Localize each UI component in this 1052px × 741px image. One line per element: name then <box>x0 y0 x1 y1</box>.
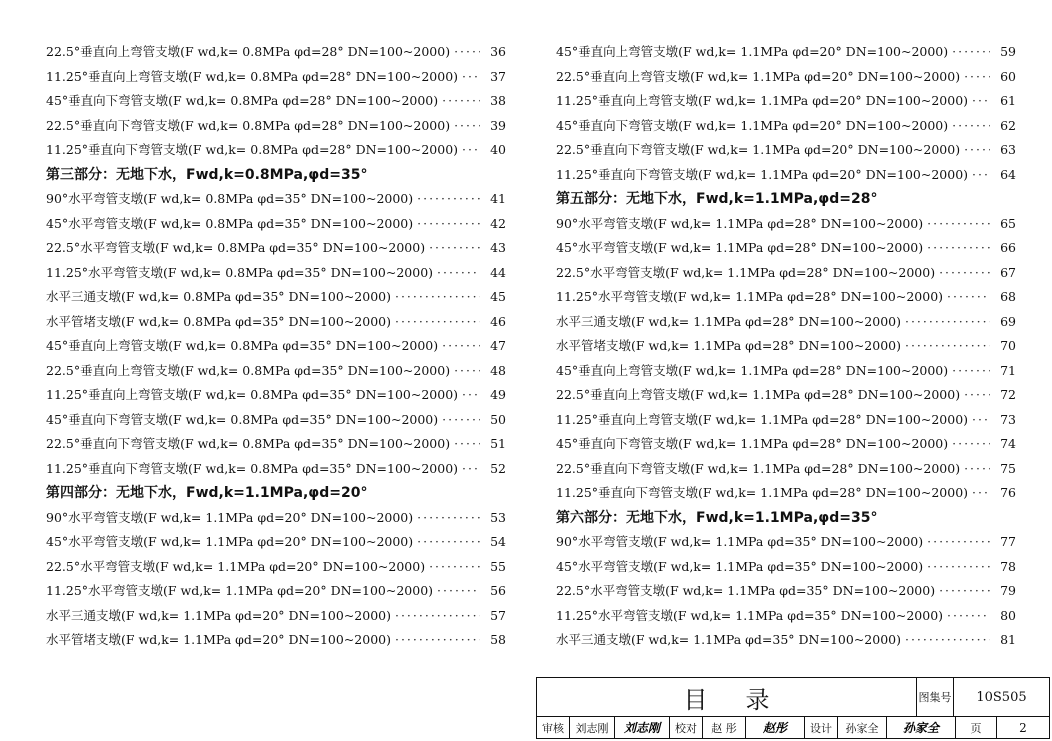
toc-leader-dots <box>442 89 480 114</box>
toc-entry <box>556 285 1016 310</box>
toc-page-number: 53 <box>490 509 506 525</box>
toc-leader-dots <box>429 555 480 580</box>
toc-page-number: 59 <box>1000 44 1016 59</box>
toc-entry <box>46 261 506 286</box>
toc-leader-dots <box>454 40 480 65</box>
toc-entry-title: 45°垂直向上弯管支墩(F wd,k= 1.1MPa φd=28° DN=100~2000) <box>556 362 949 378</box>
toc-entry <box>46 408 506 433</box>
toc-leader-dots <box>947 604 990 629</box>
toc-entry-title: 11.25°垂直向上弯管支墩(F wd,k= 1.1MPa φd=20° DN=100~2000) <box>556 93 969 108</box>
toc-entry-title: 22.5°水平弯管支墩(F wd,k= 0.8MPa φd=35° DN=100~2000) <box>46 240 426 255</box>
toc-page-number: 52 <box>490 460 506 476</box>
toc-entry-title: 45°水平弯管支墩(F wd,k= 1.1MPa φd=28° DN=100~2000) <box>556 240 924 255</box>
toc-leader-dots <box>462 138 480 163</box>
toc-entry-title: 22.5°垂直向下弯管支墩(F wd,k= 1.1MPa φd=20° DN=100~2000) <box>556 142 961 157</box>
document-title: 目录 <box>537 678 917 716</box>
toc-entry <box>556 579 1016 604</box>
toc-right-column <box>556 40 1016 653</box>
atlas-number: 10S505 <box>976 689 1027 705</box>
toc-page-number: 38 <box>490 93 506 108</box>
toc-entry-title: 11.25°垂直向上弯管支墩(F wd,k= 0.8MPa φd=35° DN=100~2000) <box>46 387 459 402</box>
toc-page-number: 73 <box>1000 411 1016 427</box>
toc-entry <box>46 212 506 237</box>
toc-page-number: 39 <box>490 117 506 133</box>
toc-leader-dots <box>395 604 480 629</box>
toc-section-heading <box>556 506 1016 531</box>
toc-entry-title: 90°水平弯管支墩(F wd,k= 1.1MPa φd=35° DN=100~2000) <box>556 534 924 549</box>
toc-entry <box>556 628 1016 653</box>
toc-page-number: 70 <box>1000 338 1016 353</box>
toc-entry <box>556 383 1016 408</box>
toc-left-column <box>46 40 506 653</box>
toc-leader-dots <box>972 481 990 506</box>
toc-entry <box>46 457 506 482</box>
toc-entry <box>46 65 506 90</box>
toc-page-number: 79 <box>1000 583 1016 598</box>
toc-entry <box>46 187 506 212</box>
toc-leader-dots <box>417 187 480 212</box>
toc-entry <box>46 236 506 261</box>
review-label: 审核 <box>537 717 570 738</box>
toc-entry-title: 45°水平弯管支墩(F wd,k= 1.1MPa φd=35° DN=100~2000) <box>556 558 924 574</box>
section-heading-text: 第六部分：无地下水，Fwd,k=1.1MPa,φd=35° <box>556 509 878 526</box>
toc-page-number: 55 <box>490 558 506 574</box>
toc-leader-dots <box>964 138 990 163</box>
toc-entry-title: 水平管堵支墩(F wd,k= 1.1MPa φd=28° DN=100~2000) <box>556 338 901 353</box>
toc-entry-title: 11.25°垂直向下弯管支墩(F wd,k= 1.1MPa φd=28° DN=100~2000) <box>556 485 969 500</box>
toc-page-number: 65 <box>1000 215 1016 231</box>
toc-leader-dots <box>905 628 990 653</box>
toc-page-number: 75 <box>1000 460 1016 476</box>
toc-page-number: 44 <box>490 264 506 280</box>
toc-leader-dots <box>939 579 990 604</box>
toc-entry-title: 45°垂直向下弯管支墩(F wd,k= 0.8MPa φd=35° DN=100~2000) <box>46 411 439 427</box>
toc-entry-title: 45°垂直向上弯管支墩(F wd,k= 1.1MPa φd=20° DN=100~2000) <box>556 44 949 59</box>
toc-page-number: 42 <box>490 215 506 231</box>
toc-leader-dots <box>927 530 990 555</box>
toc-entry-title: 45°垂直向下弯管支墩(F wd,k= 0.8MPa φd=28° DN=100~2000) <box>46 93 439 108</box>
toc-page-number: 40 <box>490 142 506 157</box>
toc-entry-title: 11.25°垂直向上弯管支墩(F wd,k= 1.1MPa φd=28° DN=100~2000) <box>556 411 969 427</box>
toc-entry-title: 90°水平弯管支墩(F wd,k= 1.1MPa φd=28° DN=100~2000) <box>556 215 924 231</box>
toc-entry <box>556 163 1016 188</box>
toc-entry-title: 水平管堵支墩(F wd,k= 0.8MPa φd=35° DN=100~2000) <box>46 313 391 329</box>
toc-section-heading <box>46 163 506 188</box>
toc-entry <box>46 555 506 580</box>
toc-entry <box>556 236 1016 261</box>
toc-entry-title: 水平管堵支墩(F wd,k= 1.1MPa φd=20° DN=100~2000) <box>46 632 391 647</box>
toc-entry <box>556 261 1016 286</box>
toc-entry-title: 22.5°水平弯管支墩(F wd,k= 1.1MPa φd=28° DN=100~2000) <box>556 264 936 280</box>
designer-name: 孙家全 <box>838 717 887 738</box>
toc-page-number: 72 <box>1000 387 1016 402</box>
toc-page-number: 64 <box>1000 166 1016 182</box>
page-number: 2 <box>1019 720 1027 735</box>
checker-signature: 赵彤 <box>746 717 805 738</box>
toc-entry <box>556 457 1016 482</box>
toc-page-number: 50 <box>490 411 506 427</box>
toc-page-number: 47 <box>490 338 506 353</box>
toc-entry-title: 45°垂直向上弯管支墩(F wd,k= 0.8MPa φd=35° DN=100~2000) <box>46 338 439 353</box>
toc-leader-dots <box>952 114 990 139</box>
toc-entry <box>556 408 1016 433</box>
toc-leader-dots <box>395 310 480 335</box>
toc-leader-dots <box>927 212 990 237</box>
toc-leader-dots <box>964 383 990 408</box>
toc-entry <box>46 579 506 604</box>
toc-entry-title: 11.25°垂直向下弯管支墩(F wd,k= 0.8MPa φd=28° DN=100~2000) <box>46 142 459 157</box>
toc-page-number: 49 <box>490 387 506 402</box>
toc-entry <box>556 359 1016 384</box>
designer-signature: 孙家全 <box>887 717 956 738</box>
toc-page-number: 56 <box>490 583 506 598</box>
toc-page-number: 67 <box>1000 264 1016 280</box>
toc-entry <box>556 138 1016 163</box>
toc-entry-title: 水平三通支墩(F wd,k= 0.8MPa φd=35° DN=100~2000) <box>46 289 391 304</box>
toc-entry <box>556 310 1016 335</box>
page-label: 页 <box>956 717 997 738</box>
toc-leader-dots <box>437 261 480 286</box>
toc-page-number: 62 <box>1000 117 1016 133</box>
toc-entry-title: 22.5°垂直向上弯管支墩(F wd,k= 1.1MPa φd=28° DN=100~2000) <box>556 387 961 402</box>
toc-entry-title: 22.5°垂直向下弯管支墩(F wd,k= 1.1MPa φd=28° DN=100~2000) <box>556 460 961 476</box>
toc-entry <box>46 310 506 335</box>
toc-leader-dots <box>442 408 480 433</box>
toc-entry-title: 11.25°水平弯管支墩(F wd,k= 0.8MPa φd=35° DN=100~2000) <box>46 264 434 280</box>
toc-leader-dots <box>417 212 480 237</box>
toc-entry <box>556 555 1016 580</box>
toc-leader-dots <box>442 334 480 359</box>
toc-leader-dots <box>462 457 480 482</box>
toc-entry <box>46 285 506 310</box>
toc-entry-title: 22.5°水平弯管支墩(F wd,k= 1.1MPa φd=35° DN=100~2000) <box>556 583 936 598</box>
toc-entry <box>556 212 1016 237</box>
toc-page-number: 46 <box>490 313 506 329</box>
toc-entry-title: 22.5°垂直向下弯管支墩(F wd,k= 0.8MPa φd=28° DN=100~2000) <box>46 117 451 133</box>
toc-leader-dots <box>395 285 480 310</box>
toc-page-number: 37 <box>490 68 506 84</box>
toc-entry-title: 45°水平弯管支墩(F wd,k= 0.8MPa φd=35° DN=100~2000) <box>46 215 414 231</box>
toc-leader-dots <box>947 285 990 310</box>
toc-leader-dots <box>395 628 480 653</box>
toc-page-number: 60 <box>1000 68 1016 84</box>
toc-entry-title: 11.25°垂直向下弯管支墩(F wd,k= 0.8MPa φd=35° DN=100~2000) <box>46 460 459 476</box>
toc-page-number: 54 <box>490 534 506 549</box>
toc-entry-title: 11.25°垂直向下弯管支墩(F wd,k= 1.1MPa φd=20° DN=100~2000) <box>556 166 969 182</box>
toc-page-number: 41 <box>490 191 506 206</box>
toc-entry-title: 11.25°水平弯管支墩(F wd,k= 1.1MPa φd=28° DN=100~2000) <box>556 289 944 304</box>
toc-entry <box>556 40 1016 65</box>
toc-leader-dots <box>964 65 990 90</box>
toc-page-number: 57 <box>490 607 506 623</box>
toc-entry <box>46 138 506 163</box>
toc-leader-dots <box>417 530 480 555</box>
toc-leader-dots <box>972 408 990 433</box>
toc-page-number: 45 <box>490 289 506 304</box>
toc-entry <box>556 432 1016 457</box>
toc-page-number: 78 <box>1000 558 1016 574</box>
toc-leader-dots <box>454 432 480 457</box>
toc-entry <box>46 40 506 65</box>
toc-entry-title: 90°水平弯管支墩(F wd,k= 1.1MPa φd=20° DN=100~2000) <box>46 509 414 525</box>
toc-page-number: 66 <box>1000 240 1016 255</box>
section-heading-text: 第五部分：无地下水，Fwd,k=1.1MPa,φd=28° <box>556 191 878 207</box>
toc-leader-dots <box>462 65 480 90</box>
title-block <box>536 677 1050 739</box>
toc-page-number: 63 <box>1000 142 1016 157</box>
section-heading-text: 第四部分：无地下水，Fwd,k=1.1MPa,φd=20° <box>46 485 368 501</box>
toc-page-number: 69 <box>1000 313 1016 329</box>
toc-page-number: 51 <box>490 436 506 451</box>
checker-name: 赵 彤 <box>703 717 746 738</box>
toc-entry <box>46 359 506 384</box>
toc-leader-dots <box>927 555 990 580</box>
reviewer-name: 刘志刚 <box>570 717 615 738</box>
toc-entry <box>556 114 1016 139</box>
toc-entry <box>46 506 506 531</box>
toc-entry <box>556 530 1016 555</box>
toc-entry <box>46 334 506 359</box>
section-heading-text: 第三部分：无地下水，Fwd,k=0.8MPa,φd=35° <box>46 166 368 183</box>
toc-entry-title: 22.5°垂直向上弯管支墩(F wd,k= 0.8MPa φd=28° DN=100~2000) <box>46 44 451 59</box>
toc-page-number: 74 <box>1000 436 1016 451</box>
toc-page-number: 80 <box>1000 607 1016 623</box>
toc-entry-title: 45°垂直向下弯管支墩(F wd,k= 1.1MPa φd=20° DN=100~2000) <box>556 117 949 133</box>
toc-leader-dots <box>905 310 990 335</box>
reviewer-signature: 刘志刚 <box>615 717 670 738</box>
toc-leader-dots <box>952 432 990 457</box>
toc-leader-dots <box>437 579 480 604</box>
toc-leader-dots <box>972 89 990 114</box>
toc-leader-dots <box>429 236 480 261</box>
toc-entry-title: 水平三通支墩(F wd,k= 1.1MPa φd=28° DN=100~2000) <box>556 313 901 329</box>
toc-page-number: 77 <box>1000 534 1016 549</box>
toc-page-number: 68 <box>1000 289 1016 304</box>
toc-leader-dots <box>927 236 990 261</box>
toc-entry-title: 45°垂直向下弯管支墩(F wd,k= 1.1MPa φd=28° DN=100~2000) <box>556 436 949 451</box>
toc-entry-title: 90°水平弯管支墩(F wd,k= 0.8MPa φd=35° DN=100~2000) <box>46 191 414 206</box>
toc-page-number: 48 <box>490 362 506 378</box>
toc-entry-title: 11.25°水平弯管支墩(F wd,k= 1.1MPa φd=35° DN=100~2000) <box>556 607 944 623</box>
toc-leader-dots <box>952 359 990 384</box>
toc-entry-title: 水平三通支墩(F wd,k= 1.1MPa φd=35° DN=100~2000) <box>556 632 901 647</box>
toc-leader-dots <box>462 383 480 408</box>
toc-page-number: 81 <box>1000 632 1016 647</box>
toc-entry <box>556 481 1016 506</box>
atlas-number-label: 图集号 <box>917 678 954 716</box>
toc-entry-title: 水平三通支墩(F wd,k= 1.1MPa φd=20° DN=100~2000) <box>46 607 391 623</box>
toc-entry-title: 22.5°垂直向上弯管支墩(F wd,k= 1.1MPa φd=20° DN=100~2000) <box>556 68 961 84</box>
toc-entry <box>556 65 1016 90</box>
toc-entry-title: 22.5°垂直向上弯管支墩(F wd,k= 0.8MPa φd=35° DN=100~2000) <box>46 362 451 378</box>
toc-leader-dots <box>454 114 480 139</box>
toc-entry <box>556 604 1016 629</box>
toc-page-number: 58 <box>490 632 506 647</box>
toc-leader-dots <box>417 506 480 531</box>
toc-entry <box>46 114 506 139</box>
toc-entry-title: 45°水平弯管支墩(F wd,k= 1.1MPa φd=20° DN=100~2000) <box>46 534 414 549</box>
toc-entry <box>46 432 506 457</box>
toc-entry <box>46 530 506 555</box>
toc-section-heading <box>46 481 506 506</box>
toc-page-number: 71 <box>1000 362 1016 378</box>
toc-entry <box>556 89 1016 114</box>
toc-entry <box>46 628 506 653</box>
toc-page-number: 36 <box>490 44 506 59</box>
check-label: 校对 <box>670 717 703 738</box>
toc-page-number: 61 <box>1000 93 1016 108</box>
toc-entry-title: 11.25°垂直向上弯管支墩(F wd,k= 0.8MPa φd=28° DN=100~2000) <box>46 68 459 84</box>
toc-entry-title: 11.25°水平弯管支墩(F wd,k= 1.1MPa φd=20° DN=100~2000) <box>46 583 434 598</box>
toc-page-number: 43 <box>490 240 506 255</box>
toc-entry <box>46 383 506 408</box>
toc-section-heading <box>556 187 1016 212</box>
toc-leader-dots <box>939 261 990 286</box>
toc-entry <box>46 89 506 114</box>
toc-leader-dots <box>964 457 990 482</box>
toc-leader-dots <box>454 359 480 384</box>
toc-entry <box>46 604 506 629</box>
toc-leader-dots <box>972 163 990 188</box>
toc-entry <box>556 334 1016 359</box>
toc-leader-dots <box>952 40 990 65</box>
toc-leader-dots <box>905 334 990 359</box>
toc-entry-title: 22.5°水平弯管支墩(F wd,k= 1.1MPa φd=20° DN=100~2000) <box>46 558 426 574</box>
toc-page-number: 76 <box>1000 485 1016 500</box>
design-label: 设计 <box>805 717 838 738</box>
toc-entry-title: 22.5°垂直向下弯管支墩(F wd,k= 0.8MPa φd=35° DN=100~2000) <box>46 436 451 451</box>
